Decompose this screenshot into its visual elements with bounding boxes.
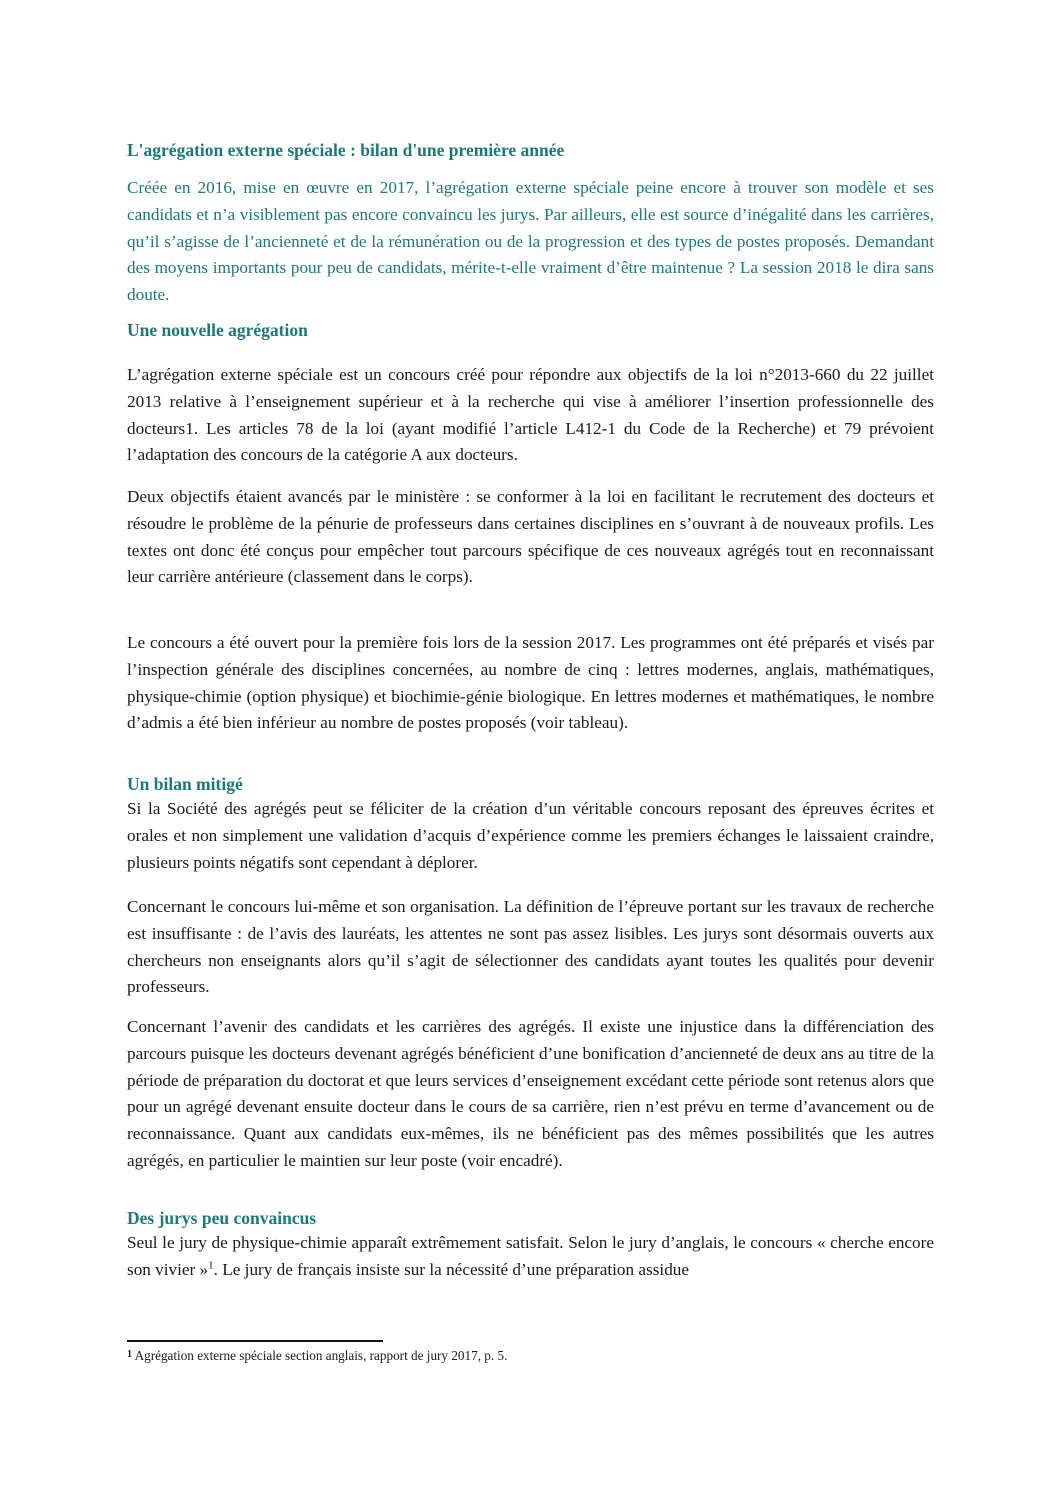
section-heading-nouvelle-agregation: Une nouvelle agrégation — [127, 320, 308, 340]
section-heading-bilan-mitige: Un bilan mitigé — [127, 774, 243, 794]
section-heading-jurys-peu-convaincus: Des jurys peu convaincus — [127, 1208, 317, 1228]
footnote-reference[interactable]: 1 — [208, 1259, 214, 1272]
footnote-number: 1 — [127, 1349, 132, 1360]
paragraph: L’agrégation externe spéciale est un concours créé pour répondre aux objectifs de la loi n°2013-660 du 22 juillet 2013 relative à l’enseignement supérieur et à la recherche qui vise à améliorer l’insertion professionnelle des docteurs1. Les articles 78 de la loi (ayant modifié l’article L412-1 du Code de la Recherche) et 79 prévoient l’adaptation des concours de la catégorie A aux docteurs. — [127, 365, 934, 465]
paragraph-text: . Le jury de français insiste sur la nécessité d’une préparation assidue — [213, 1259, 690, 1279]
paragraph: Si la Société des agrégés peut se féliciter de la création d’un véritable concours reposant des épreuves écrites et orales et non simplement une validation d’acquis d’expérience comme les premiers échanges le laissaient craindre, plusieurs points négatifs sont cependant à déplorer. — [127, 799, 934, 872]
paragraph: Deux objectifs étaient avancés par le ministère : se conformer à la loi en facilitant le recrutement des docteurs et résoudre le problème de la pénurie de professeurs dans certaines disciplines en s’ouvrant à de nouveaux profils. Les textes ont donc été conçus pour empêcher tout parcours spécifique de ces nouveaux agrégés tout en reconnaissant leur carrière antérieure (classement dans le corps). — [127, 487, 934, 587]
paragraph: Concernant l’avenir des candidats et les carrières des agrégés. Il existe une injustice dans la différenciation des parcours puisque les docteurs devenant agrégés bénéficient d’une bonification d’ancienneté de deux ans au titre de la période de préparation du doctorat et que leurs services d’enseignement excédant cette période sont retenus alors que pour un agrégé devenant ensuite docteur dans le cours de sa carrière, rien n’est prévu en terme d’avancement ou de reconnaissance. Quant aux candidats eux-mêmes, ils ne bénéficient pas des mêmes possibilités que les autres agrégés, en particulier le maintien sur leur poste (voir encadré). — [127, 1017, 934, 1170]
paragraph: Concernant le concours lui-même et son organisation. La définition de l’épreuve portant sur les travaux de recherche est insuffisante : de l’avis des lauréats, les attentes ne sont pas assez lisibles. Les jurys sont désormais ouverts aux chercheurs non enseignants alors qu’il s’agit de sélectionner des candidats ayant toutes les qualités pour devenir professeurs. — [127, 897, 934, 997]
paragraph — [127, 1230, 934, 1284]
footnote — [127, 1348, 507, 1364]
lead-paragraph: Créée en 2016, mise en œuvre en 2017, l’agrégation externe spéciale peine encore à trouver son modèle et ses candidats et n’a visiblement pas encore convaincu les jurys. Par ailleurs, elle est source d’inégalité dans les carrières, qu’il s’agisse de l’ancienneté et de la rémunération ou de la progression et des types de postes proposés. Demandant des moyens importants pour peu de candidats, mérite-t-elle vraiment d’être maintenue ? La session 2018 le dira sans doute. — [127, 178, 934, 305]
paragraph: Le concours a été ouvert pour la première fois lors de la session 2017. Les programmes ont été préparés et visés par l’inspection générale des disciplines concernées, au nombre de cinq : lettres modernes, anglais, mathématiques, physique-chimie (option physique) et biochimie-génie biologique. En lettres modernes et mathématiques, le nombre d’admis a été bien inférieur au nombre de postes proposés (voir tableau). — [127, 633, 934, 733]
paragraph-text: Seul le jury de physique-chimie apparaît extrêmement satisfait. Selon le jury d’anglais, le concours « cherche encore son vivier » — [127, 1233, 934, 1279]
document-title: L'agrégation externe spéciale : bilan d'une première année — [127, 139, 565, 160]
footnote-text: Agrégation externe spéciale section anglais, rapport de jury 2017, p. 5. — [134, 1348, 508, 1363]
footnote-separator — [127, 1340, 383, 1342]
